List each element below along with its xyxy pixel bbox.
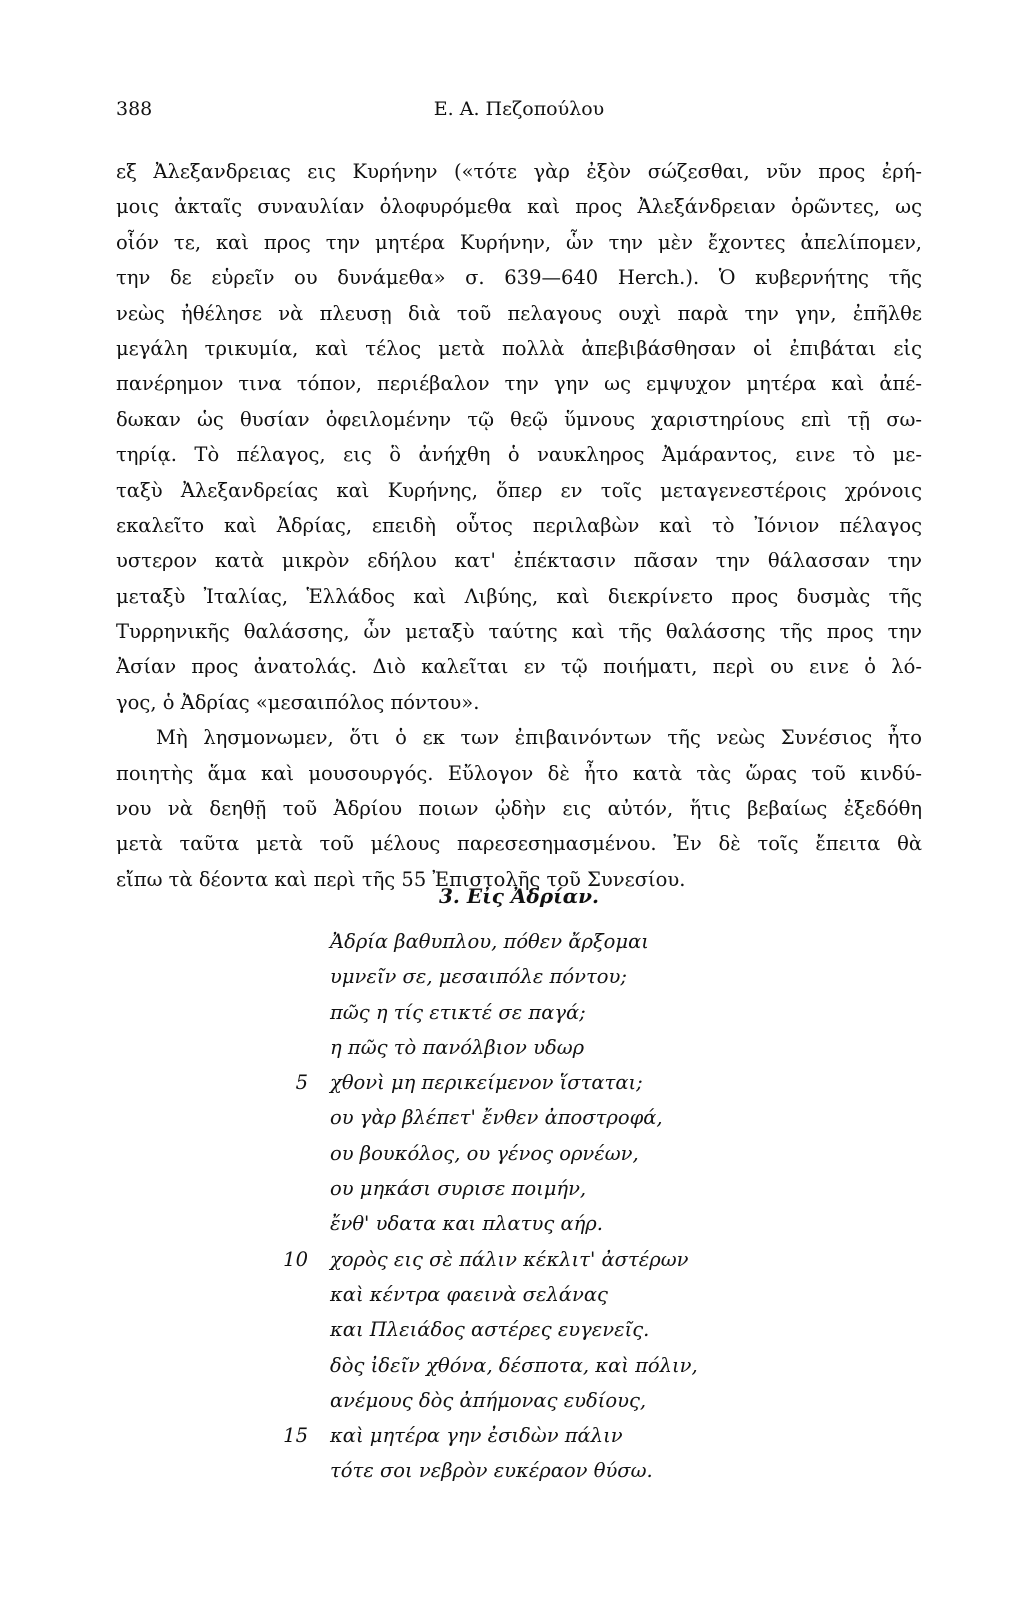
text-line: υστερον κατὰ μικρὸν εδήλου κατ' ἐπέκτασιν πᾶσαν την θάλασσαν την [116, 549, 922, 573]
verse-number: 10 [283, 1247, 308, 1271]
paragraph [116, 154, 922, 720]
text-line: οἷόν τε, καὶ προς την μητέρα Κυρήνην, ὧν την μὲν ἔχοντες ἀπελίπομεν, [116, 230, 922, 254]
text-line: εκαλεῖτο καὶ Ἀδρίας, επειδὴ οὗτος περιλαβὼν καὶ τὸ Ἰόνιον πέλαγος [116, 513, 922, 537]
verse-text: καὶ μητέρα γην ἐσιδὼν πάλιν [330, 1424, 623, 1448]
verse-text: ου μηκάσι συρισε ποιμήν, [330, 1177, 587, 1201]
text-line: εἴπω τὰ δέοντα καὶ περὶ τῆς 55 Ἐπιστολῆς τοῦ Συνεσίου. [116, 867, 686, 891]
verse-text: ανέμους δὸς ἀπήμονας ευδίους, [330, 1388, 647, 1412]
text-line: γος, ὁ Ἀδρίας «μεσαιπόλος πόντου». [116, 690, 480, 714]
verse-line [280, 959, 780, 994]
verse-text: η πῶς τὸ πανόλβιον υδωρ [330, 1035, 585, 1059]
text-line: ποιητὴς ἅμα καὶ μουσουργός. Εὔλογον δὲ ἦτο κατὰ τὰς ὥρας τοῦ κινδύ- [116, 761, 922, 785]
verse-text: χορὸς εις σὲ πάλιν κέκλιτ' ἀστέρων [330, 1247, 689, 1271]
body-text [116, 154, 922, 897]
text-line: μοις ἀκταῖς συναυλίαν ὀλοφυρόμεθα καὶ προς Ἀλεξάνδρειαν ὁρῶντες, ως [116, 195, 922, 219]
text-line: Μὴ λησμονωμεν, ὅτι ὁ εκ των ἐπιβαινόντων τῆς νεὼς Συνέσιος ἦτο [156, 726, 922, 750]
verse-line [280, 1206, 780, 1241]
poem-heading: 3. Εἰς Ἀδρίαν. [439, 884, 599, 908]
verse-text: χθονὶ μη περικείμενον ἵσταται; [330, 1071, 643, 1095]
verse-line [280, 1136, 780, 1171]
text-line: πανέρημον τινα τόπον, περιέβαλον την γην ως εμψυχον μητέρα καὶ ἀπέ- [116, 372, 922, 396]
verse-text: πῶς η τίς ετικτέ σε παγά; [330, 1000, 586, 1024]
verse-line [280, 995, 780, 1030]
verse-number: 5 [295, 1071, 308, 1095]
verse-line [280, 1418, 780, 1453]
text-line: Ἀσίαν προς ἀνατολάς. Διὸ καλεῖται εν τῷ ποιήματι, περὶ ου εινε ὁ λό- [116, 655, 922, 679]
verse-line [280, 1348, 780, 1383]
verse-text: τότε σοι νεβρὸν ευκέραον θύσω. [330, 1459, 653, 1483]
text-line: εξ Ἀλεξανδρειας εις Κυρήνην («τότε γὰρ ἐξὸν σώζεσθαι, νῦν προς ἐρή- [116, 160, 922, 183]
verse-text: υμνεῖν σε, μεσαιπόλε πόντου; [330, 965, 627, 989]
text-line: ταξὺ Ἀλεξανδρείας καὶ Κυρήνης, ὅπερ εν τοῖς μεταγενεστέροις χρόνοις [116, 478, 922, 502]
verse-text: ἔνθ' υδατα και πλατυς αήρ. [330, 1212, 603, 1236]
text-line: δωκαν ὡς θυσίαν ὀφειλομένην τῷ θεῷ ὕμνους χαριστηρίους επὶ τῇ σω- [116, 407, 922, 431]
verse-line [280, 1065, 780, 1100]
verse-text: και Πλειάδος αστέρες ευγενεῖς. [330, 1318, 650, 1342]
verse-line [280, 1030, 780, 1065]
verse-line [280, 1453, 780, 1488]
text-line: την δε εὑρεῖν ου δυνάμεθα» σ. 639—640 Herch.). Ὁ κυβερνήτης τῆς [116, 266, 922, 290]
verse-text: ου βουκόλος, ου γένος ορνέων, [330, 1141, 639, 1165]
verse-line [280, 1242, 780, 1277]
text-line: τηρίᾳ. Τὸ πέλαγος, εις ὃ ἀνήχθη ὁ ναυκληρος Ἀμάραντος, εινε τὸ με- [116, 443, 922, 467]
verse-line [280, 1383, 780, 1418]
paragraph [116, 720, 922, 897]
verse-line [280, 1100, 780, 1135]
verse-line [280, 1277, 780, 1312]
page-number: 388 [116, 98, 153, 120]
verse-line [280, 1312, 780, 1347]
verse-text: καὶ κέντρα φαεινὰ σελάνας [330, 1282, 608, 1306]
text-line: νου νὰ δεηθῇ τοῦ Ἀδρίου ποιων ᾠδὴν εις αὐτόν, ἥτις βεβαίως ἐξεδόθη [116, 797, 922, 821]
poem [280, 924, 780, 1489]
running-title: Ε. Α. Πεζοπούλου [433, 98, 605, 120]
running-head [116, 98, 922, 128]
verse-line [280, 924, 780, 959]
text-line: μεγάλη τρικυμία, καὶ τέλος μετὰ πολλὰ ἀπεβιβάσθησαν οἱ ἐπιβάται εἰς [116, 336, 922, 360]
text-line: νεὼς ἠθέλησε νὰ πλευσῃ διὰ τοῦ πελαγους ουχὶ παρὰ την γην, ἐπῆλθε [116, 301, 922, 325]
verse-text: Ἀδρία βαθυπλου, πόθεν ἄρξομαι [330, 930, 649, 953]
text-line: μετὰ ταῦτα μετὰ τοῦ μέλους παρεσεσημασμένου. Ἐν δὲ τοῖς ἔπειτα θὰ [116, 832, 922, 856]
verse-text: δὸς ἰδεῖν χθόνα, δέσποτα, καὶ πόλιν, [330, 1353, 698, 1377]
text-line: μεταξὺ Ἰταλίας, Ἑλλάδος καὶ Λιβύης, καὶ διεκρίνετο προς δυσμὰς τῆς [116, 584, 922, 608]
verse-number: 15 [283, 1424, 308, 1448]
text-line: Τυρρηνικῆς θαλάσσης, ὧν μεταξὺ ταύτης καὶ τῆς θαλάσσης τῆς προς την [116, 620, 922, 644]
verse-text: ου γὰρ βλέπετ' ἔνθεν ἀποστροφά, [330, 1106, 663, 1130]
verse-line [280, 1171, 780, 1206]
